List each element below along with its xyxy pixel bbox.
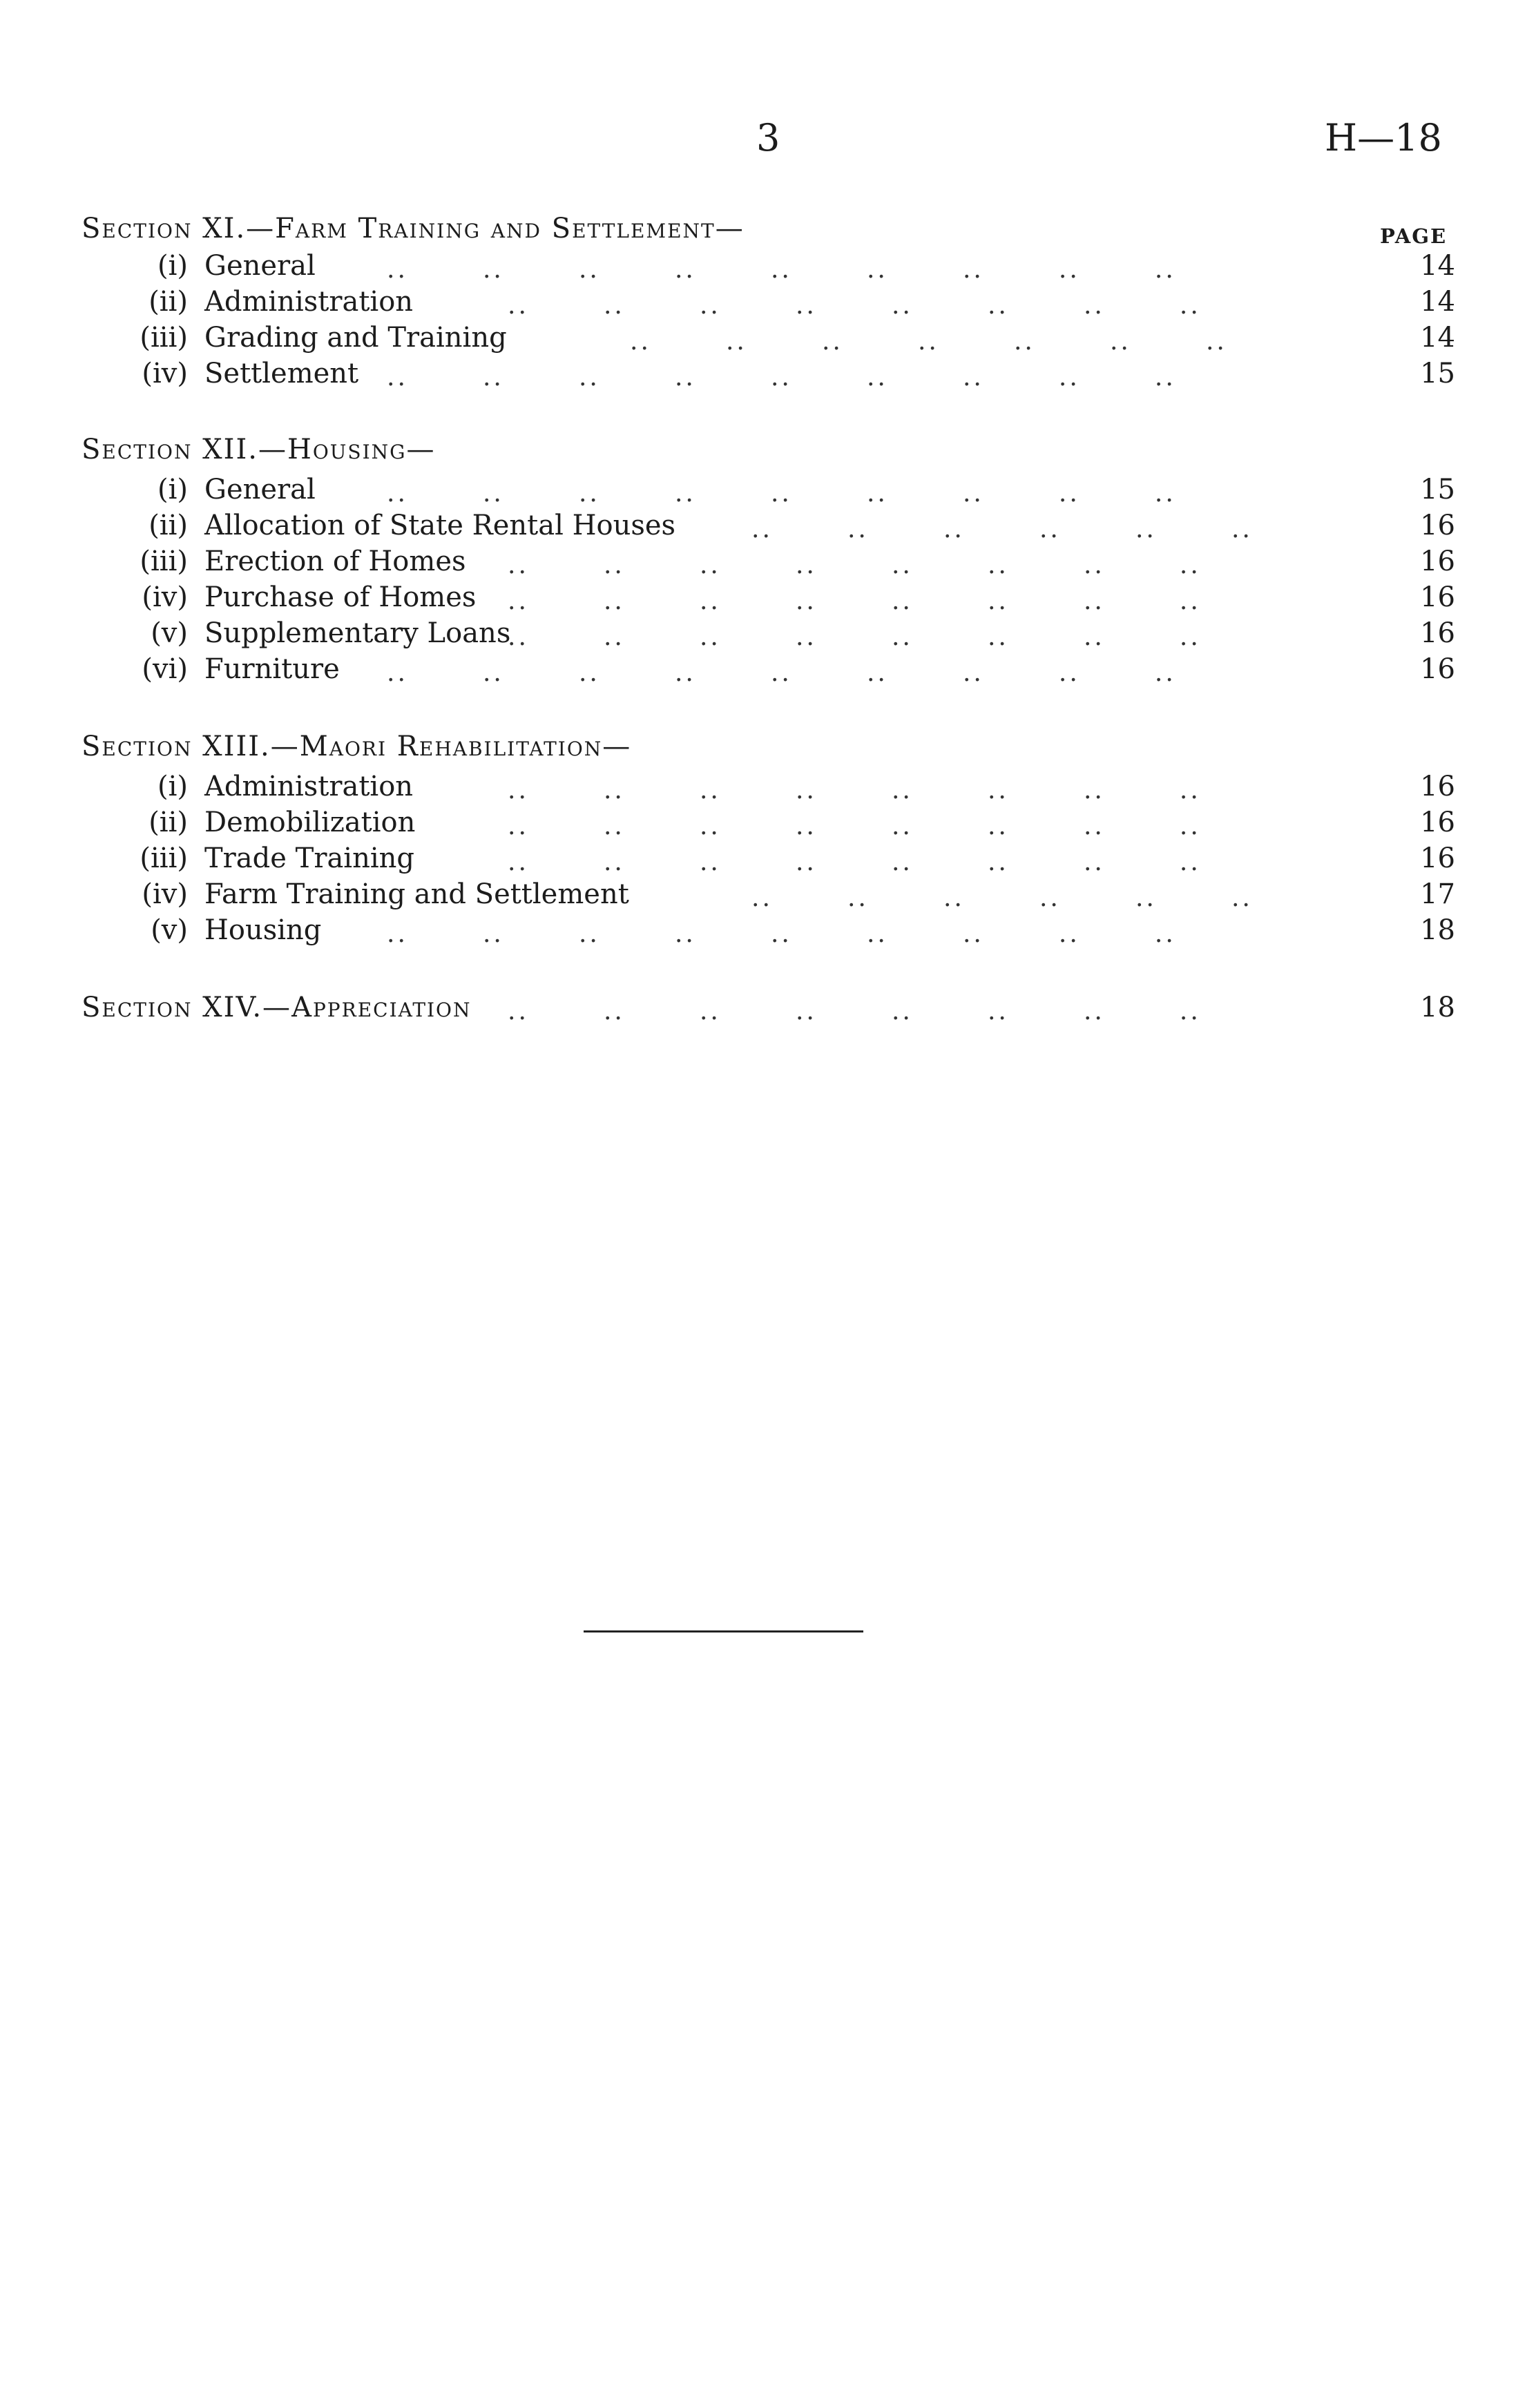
dot-leader: .. .. .. .. .. .. .. .. .. xyxy=(387,920,1176,948)
entry-page: 14 xyxy=(1420,250,1455,282)
entry-page: 16 xyxy=(1420,807,1455,838)
entry-number: (iv) xyxy=(142,878,188,910)
toc-entry xyxy=(0,581,1516,617)
toc-entry xyxy=(0,358,1516,394)
entry-number: (ii) xyxy=(148,286,188,318)
dot-leader: .. .. .. .. .. .. .. .. xyxy=(508,812,1201,840)
section-title: Maori Rehabilitation— xyxy=(299,731,632,762)
toc-entry xyxy=(0,617,1516,653)
section-heading-xi xyxy=(81,213,745,244)
entry-title: General xyxy=(204,250,316,282)
entry-title: Trade Training xyxy=(204,842,415,874)
section-label-xiv xyxy=(81,992,472,1023)
entry-title: Supplementary Loans xyxy=(204,617,511,649)
entry-number: (i) xyxy=(157,250,188,282)
entry-title: Allocation of State Rental Houses xyxy=(204,510,676,541)
entry-title: General xyxy=(204,474,316,505)
toc-entry xyxy=(0,286,1516,322)
section-heading-xiii xyxy=(81,731,631,762)
entry-page: 15 xyxy=(1420,358,1455,389)
page-number: 3 xyxy=(756,116,780,160)
page-column-label: PAGE xyxy=(1380,224,1448,248)
toc-entry xyxy=(0,842,1516,878)
toc-entry xyxy=(0,546,1516,581)
dot-leader: .. .. .. .. .. .. .. .. xyxy=(508,776,1201,805)
dot-leader: .. .. .. .. .. .. .. .. xyxy=(508,587,1201,615)
entry-title: Farm Training and Settlement xyxy=(204,878,629,910)
dot-leader: .. .. .. .. .. .. .. .. xyxy=(508,291,1201,320)
dot-leader: .. .. .. .. .. .. .. .. xyxy=(508,623,1201,651)
document-reference: H—18 xyxy=(1325,116,1442,160)
entry-page: 16 xyxy=(1420,842,1455,874)
bottom-rule xyxy=(584,1630,863,1632)
entry-number: (ii) xyxy=(148,807,188,838)
section-label: Section XI.— xyxy=(81,213,276,244)
entry-page: 16 xyxy=(1420,771,1455,802)
dot-leader: .. .. .. .. .. .. .. .. .. xyxy=(387,479,1176,508)
entry-number: (v) xyxy=(151,617,188,649)
entry-number: (i) xyxy=(157,771,188,802)
entry-title: Purchase of Homes xyxy=(204,581,477,613)
dot-leader: .. .. .. .. .. .. .. xyxy=(630,327,1227,356)
dot-leader: .. .. .. .. .. .. .. .. xyxy=(508,997,1201,1025)
entry-title: Administration xyxy=(204,771,414,802)
entry-page: 16 xyxy=(1420,510,1455,541)
entry-number: (i) xyxy=(157,474,188,505)
dot-leader: .. .. .. .. .. .. .. .. .. xyxy=(387,659,1176,687)
entry-page: 15 xyxy=(1420,474,1455,505)
entry-number: (iii) xyxy=(140,322,188,354)
toc-entry xyxy=(0,322,1516,358)
entry-title: Administration xyxy=(204,286,414,318)
toc-entry xyxy=(0,250,1516,286)
entry-number: (iv) xyxy=(142,581,188,613)
entry-number: (iii) xyxy=(140,842,188,874)
entry-page: 16 xyxy=(1420,546,1455,577)
entry-title: Grading and Training xyxy=(204,322,507,354)
section-title: Appreciation xyxy=(291,992,472,1023)
entry-title: Demobilization xyxy=(204,807,416,838)
toc-entry xyxy=(0,771,1516,807)
entry-number: (iii) xyxy=(140,546,188,577)
dot-leader: .. .. .. .. .. .. xyxy=(751,884,1253,912)
entry-page: 18 xyxy=(1420,914,1455,946)
entry-number: (iv) xyxy=(142,358,188,389)
toc-entry xyxy=(0,653,1516,689)
entry-number: (vi) xyxy=(142,653,188,685)
toc-entry xyxy=(0,914,1516,950)
dot-leader: .. .. .. .. .. .. .. .. .. xyxy=(387,363,1176,392)
section-label: Section XIII.— xyxy=(81,731,300,762)
toc-entry xyxy=(0,510,1516,546)
section-title: Housing— xyxy=(287,434,436,465)
entry-title: Furniture xyxy=(204,653,340,685)
dot-leader: .. .. .. .. .. .. .. .. xyxy=(508,551,1201,579)
entry-title: Erection of Homes xyxy=(204,546,466,577)
entry-page: 16 xyxy=(1420,653,1455,685)
section-heading-xiv xyxy=(0,992,1516,1028)
toc-entry xyxy=(0,474,1516,510)
entry-page: 18 xyxy=(1420,992,1455,1023)
entry-title: Settlement xyxy=(204,358,359,389)
section-title: Farm Training and Settlement— xyxy=(275,213,745,244)
entry-page: 17 xyxy=(1420,878,1455,910)
section-label: Section XIV.— xyxy=(81,992,292,1023)
entry-page: 14 xyxy=(1420,286,1455,318)
entry-number: (v) xyxy=(151,914,188,946)
dot-leader: .. .. .. .. .. .. .. .. .. xyxy=(387,256,1176,284)
toc-entry xyxy=(0,878,1516,914)
section-heading-xii xyxy=(81,434,436,465)
entry-page: 14 xyxy=(1420,322,1455,354)
entry-title: Housing xyxy=(204,914,322,946)
section-label: Section XII.— xyxy=(81,434,287,465)
entry-page: 16 xyxy=(1420,581,1455,613)
toc-entry xyxy=(0,807,1516,842)
dot-leader: .. .. .. .. .. .. xyxy=(751,515,1253,543)
dot-leader: .. .. .. .. .. .. .. .. xyxy=(508,848,1201,876)
entry-number: (ii) xyxy=(148,510,188,541)
entry-page: 16 xyxy=(1420,617,1455,649)
